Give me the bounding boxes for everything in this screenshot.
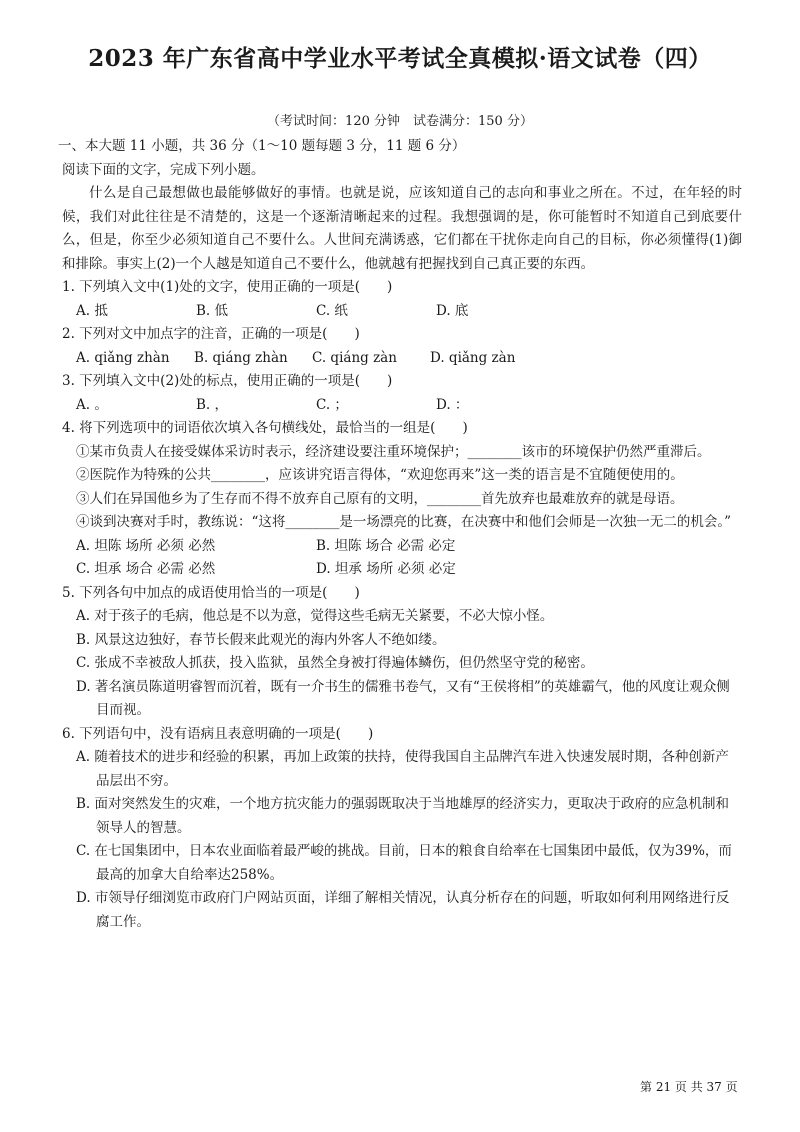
question-3-stem: 3. 下列填入文中(2)处的标点，使用正确的一项是( ) bbox=[62, 373, 393, 389]
option-b: B. qiáng zhàn bbox=[194, 349, 288, 366]
option-c: C. ； bbox=[316, 396, 348, 413]
question-5-option-c: C. 张成不幸被敌人抓获，投入监狱，虽然全身被打得遍体鳞伤，但仍然坚守党的秘密。 bbox=[76, 655, 594, 671]
option-d: D. qiǎng zàn bbox=[430, 349, 516, 366]
option-b: B. 低 bbox=[196, 302, 229, 319]
option-d: D. 坦承 场所 必须 必定 bbox=[316, 561, 456, 577]
page-number: 第 21 页 共 37 页 bbox=[640, 1080, 738, 1094]
option-b: B. ， bbox=[196, 396, 229, 413]
exam-content bbox=[58, 135, 742, 934]
question-5-option-b: B. 风景这边独好，春节长假来此观光的海内外客人不绝如缕。 bbox=[76, 631, 446, 648]
question-2-stem: 2. 下列对文中加点字的注音，正确的一项是( ) bbox=[62, 326, 360, 342]
exam-title: 2023 年广东省高中学业水平考试全真模拟·语文试卷（四） bbox=[88, 45, 712, 72]
question-4-options-row-2 bbox=[62, 558, 742, 582]
option-a: A. 。 bbox=[76, 396, 108, 413]
option-a: A. 抵 bbox=[76, 302, 108, 319]
question-5-option-d: D. 著名演员陈道明睿智而沉着，既有一介书生的儒雅书卷气，又有“王侯将相”的英雄霸气，他的风度让观众侧目而视。 bbox=[76, 678, 730, 718]
question-4-sentence-2: ②医院作为特殊的公共________，应该讲究语言得体，“欢迎您再来”这一类的语言是不宜随便使用的。 bbox=[76, 467, 684, 483]
option-c: C. 坦承 场合 必需 必然 bbox=[76, 561, 216, 577]
question-4-stem: 4. 将下列选项中的词语依次填入各句横线处，最恰当的一组是( ) bbox=[62, 420, 468, 436]
option-a: A. 坦陈 场所 必须 必然 bbox=[76, 537, 216, 554]
option-c: C. qiáng zàn bbox=[312, 349, 397, 366]
question-5-stem: 5. 下列各句中加点的成语使用恰当的一项是( ) bbox=[62, 584, 360, 601]
option-a: A. qiǎng zhàn bbox=[76, 349, 170, 366]
question-4-sentence-4: ④谈到决赛对手时，教练说：“这将________是一场漂亮的比赛，在决赛中和他们会师是一次独一无二的机会。” bbox=[76, 514, 732, 530]
question-3-options bbox=[62, 394, 742, 418]
question-6-option-d: D. 市领导仔细浏览市政府门户网站页面，详细了解相关情况，认真分析存在的问题，听取如何利用网络进行反腐工作。 bbox=[76, 890, 730, 930]
reading-passage: 什么是自己最想做也最能够做好的事情。也就是说，应该知道自己的志向和事业之所在。不过，在年轻的时候，我们对此往往是不清楚的，这是一个逐渐清晰起来的过程。我想强调的是，你可能暂时不知道自己到底要什么，但是，你至少必须知道自己不要什么。人世间充满诱惑，它们都在干扰你走向自己的目标，你必须懂得(1)御和排除。事实上(2)一个人越是知道自己不要什么，他就越有把握找到自己真正要的东西。 bbox=[62, 185, 742, 272]
option-d: D. ： bbox=[436, 396, 469, 413]
question-6-stem: 6. 下列语句中，没有语病且表意明确的一项是( ) bbox=[62, 725, 374, 742]
question-4-sentence-1: ①某市负责人在接受媒体采访时表示，经济建设要注重环境保护；________该市的环境保护仍然严重滞后。 bbox=[76, 443, 711, 460]
question-4-sentence-3: ③人们在异国他乡为了生存而不得不放弃自己原有的文明，________首先放弃也最难放弃的就是母语。 bbox=[76, 490, 684, 507]
section-heading: 一、本大题 11 小题，共 36 分（1～10 题每题 3 分，11 题 6 分） bbox=[58, 138, 466, 154]
question-1-stem: 1. 下列填入文中(1)处的文字，使用正确的一项是( ) bbox=[62, 279, 393, 295]
option-b: B. 坦陈 场合 必需 必定 bbox=[316, 537, 456, 554]
question-1-options bbox=[62, 300, 742, 324]
question-2-options bbox=[62, 347, 742, 371]
question-6-option-c: C. 在七国集团中，日本农业面临着最严峻的挑战。目前，日本的粮食自给率在七国集团中最低，仅为39%，而最高的加拿大自给率达258%。 bbox=[76, 843, 732, 883]
exam-subtitle: （考试时间：120 分钟 试卷满分：150 分） bbox=[267, 114, 533, 129]
question-6-option-b: B. 面对突然发生的灾难，一个地方抗灾能力的强弱既取决于当地雄厚的经济实力，更取决于政府的应急机制和领导人的智慧。 bbox=[76, 796, 730, 836]
question-5-option-a: A. 对于孩子的毛病，他总是不以为意，觉得这些毛病无关紧要，不必大惊小怪。 bbox=[76, 608, 554, 624]
option-c: C. 纸 bbox=[316, 302, 348, 319]
question-6-option-a: A. 随着技术的进步和经验的积累，再加上政策的扶持，使得我国自主品牌汽车进入快速发展时期，各种创新产品层出不穷。 bbox=[76, 749, 729, 789]
section-instruction: 阅读下面的文字，完成下列小题。 bbox=[62, 161, 265, 178]
question-4-options-row-1 bbox=[62, 535, 742, 559]
option-d: D. 底 bbox=[436, 302, 469, 319]
